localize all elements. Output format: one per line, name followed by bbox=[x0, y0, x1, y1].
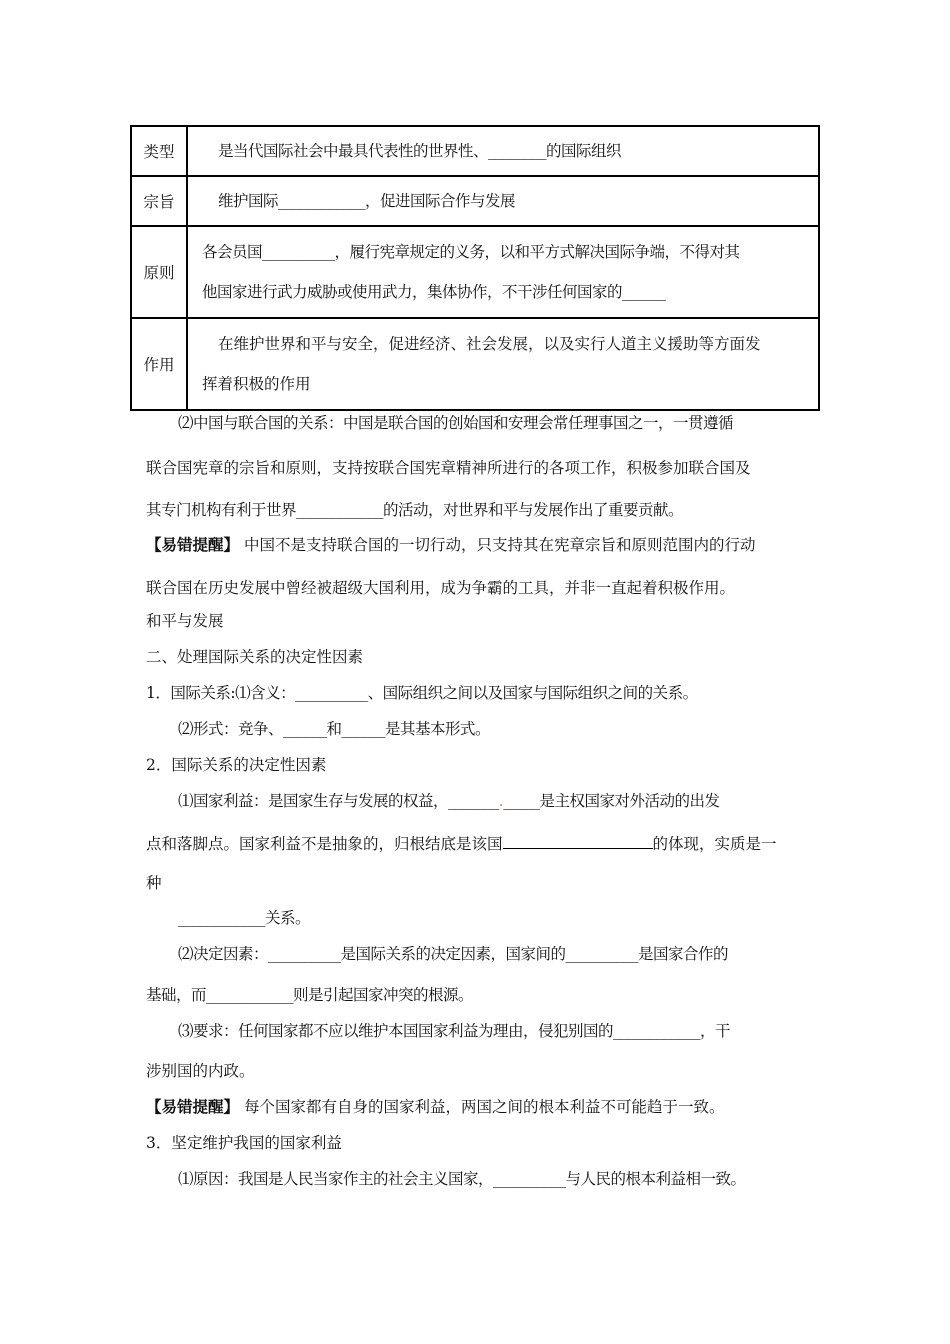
national-interest-line2: 点和落脚点。国家利益不是抽象的，归根结底是该国 的体现，实质是一 bbox=[146, 832, 777, 854]
reason-line: ⑴原因：我国是人民当家作主的社会主义国家，__________与人民的根本利益相一致。 bbox=[178, 1170, 746, 1188]
item3-title: 3．坚定维护我国的国家利益 bbox=[146, 1134, 342, 1152]
un-history-note: 联合国在历史发展中曾经被超级大国利用，成为争霸的工具，并非一直起着积极作用。 bbox=[146, 579, 736, 597]
peace-development-heading: 和平与发展 bbox=[146, 612, 224, 630]
requirement-line2: 涉别国的内政。 bbox=[146, 1062, 255, 1080]
china-un-relation-line2: 联合国宪章的宗旨和原则，支持按联合国宪章精神所进行的各项工作，积极参加联合国及 bbox=[146, 459, 751, 477]
row-content-type: 是当代国际社会中最具代表性的世界性、________的国际组织 bbox=[187, 126, 819, 176]
answer-underline bbox=[503, 832, 653, 849]
row-label-purpose: 宗旨 bbox=[131, 176, 187, 226]
row-content-role: 在维护世界和平与安全，促进经济、社会发展，以及实行人道主义援助等方面发 挥着积极的作用 bbox=[187, 318, 819, 410]
section-heading: 二、处理国际关系的决定性因素 bbox=[146, 648, 364, 666]
error-tip-2: 【易错提醒】 每个国家都有自身的国家利益，两国之间的根本利益不可能趋于一致。 bbox=[146, 1097, 725, 1116]
national-interest-line1: ⑴国家利益：是国家生存与发展的权益，_______._____是主权国家对外活动的出发 bbox=[178, 792, 720, 810]
item2-title: 2．国际关系的决定性因素 bbox=[146, 756, 327, 774]
row-content-principle: 各会员国__________，履行宪章规定的义务，以和平方式解决国际争端，不得对其 他国家进行武力威胁或使用武力，集体协作，不干涉任何国家的______ bbox=[187, 226, 819, 318]
row-label-role: 作用 bbox=[131, 318, 187, 410]
item1-forms: ⑵形式：竞争、______和______是其基本形式。 bbox=[178, 720, 491, 738]
decisive-factor-line2: 基础，而____________则是引起国家冲突的根源。 bbox=[146, 986, 474, 1004]
error-tip-1: 【易错提醒】 中国不是支持联合国的一切行动，只支持其在宪章宗旨和原则范围内的行动 bbox=[146, 535, 756, 554]
table-row bbox=[131, 126, 819, 176]
table-row bbox=[131, 226, 819, 318]
table-row bbox=[131, 176, 819, 226]
requirement-line1: ⑶要求：任何国家都不应以维护本国国家利益为理由，侵犯别国的____________，干 bbox=[178, 1022, 731, 1040]
china-un-relation-line3: 其专门机构有利于世界____________的活动，对世界和平与发展作出了重要贡献。 bbox=[146, 501, 684, 519]
item1-definition: 1．国际关系:⑴含义：__________、国际组织之间以及国家与国际组织之间的关系。 bbox=[146, 684, 698, 702]
china-un-relation-line1: ⑵中国与联合国的关系：中国是联合国的创始国和安理会常任理事国之一，一贯遵循 bbox=[178, 414, 734, 432]
decisive-factor-line1: ⑵决定因素：__________是国际关系的决定因素，国家间的__________是国家合作的 bbox=[178, 945, 729, 963]
table-row bbox=[131, 318, 819, 410]
national-interest-line4: ____________关系。 bbox=[178, 909, 311, 927]
error-tip-tag: 【易错提醒】 bbox=[146, 535, 240, 554]
error-tip-tag: 【易错提醒】 bbox=[146, 1097, 240, 1116]
row-label-type: 类型 bbox=[131, 126, 187, 176]
un-info-table bbox=[130, 125, 820, 411]
national-interest-line3: 种 bbox=[146, 874, 162, 892]
row-content-purpose: 维护国际____________，促进国际合作与发展 bbox=[187, 176, 819, 226]
row-label-principle: 原则 bbox=[131, 226, 187, 318]
